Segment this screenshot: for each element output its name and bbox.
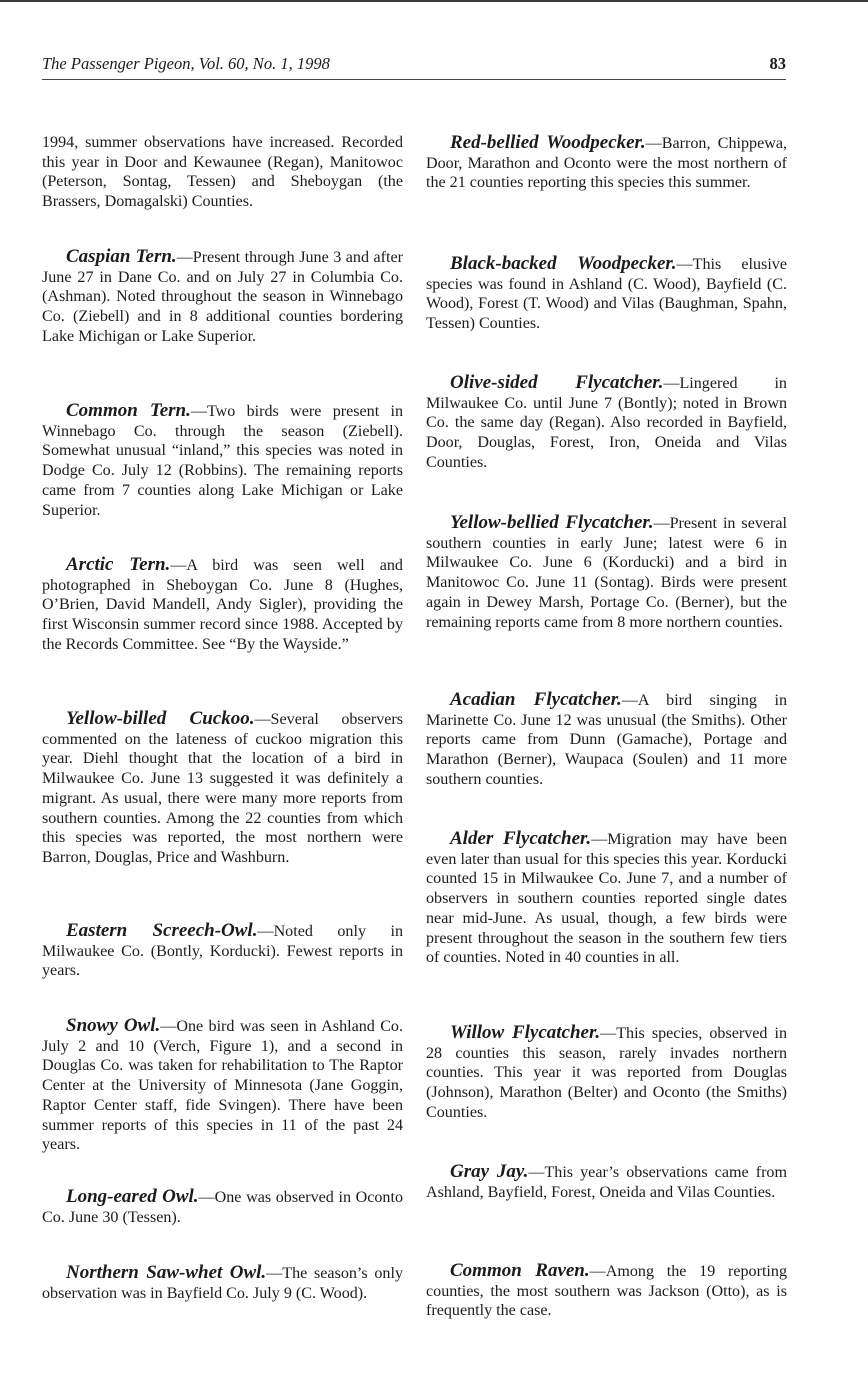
species-entry-yellow-bellied-flycatcher (426, 513, 787, 632)
species-entry-yellow-billed-cuckoo (42, 709, 403, 868)
species-entry-acadian-flycatcher (426, 690, 787, 790)
species-name: Yellow-billed Cuckoo. (66, 708, 255, 729)
species-entry-caspian-tern (42, 247, 403, 347)
species-name: Snowy Owl. (66, 1015, 161, 1036)
species-name: Long-eared Owl. (66, 1186, 199, 1207)
entry-text: —Two birds were present in Winnebago Co. through the season (Ziebell). Somewhat unusual “inland,” this species was noted in Dodge Co. July 12 (Robbins). The remaining reports came from 7 counties along Lake Michigan or Lake Superior. (42, 403, 403, 519)
entry-text: —This year’s observations came from Ashland, Bayfield, Forest, Oneida and Vilas Counties. (426, 1164, 787, 1201)
entry-text: —Present in several southern counties in early June; latest were 6 in Milwaukee Co. June 6 (Korducki) and a bird in Manitowoc Co. June 11 (Sontag). Birds were present again in Dewey Marsh, Portage Co. (Berner), but the remaining reports came from 8 more northern counties. (426, 515, 787, 631)
running-header (42, 54, 786, 78)
species-entry-snowy-owl (42, 1016, 403, 1155)
species-name: Acadian Flycatcher. (450, 689, 622, 710)
entry-text: —Among the 19 reporting counties, the most southern was Jackson (Otto), as is frequently the case. (426, 1263, 788, 1320)
entry-text: —This species, observed in 28 counties this season, rarely invades northern counties. This year it was reported from Douglas (Johnson), Marathon (Belter) and Oconto (the Smiths) Counties. (426, 1025, 788, 1121)
species-name: Eastern Screech-Owl. (66, 920, 258, 941)
species-entry-northern-saw-whet-owl (42, 1263, 403, 1303)
species-name: Gray Jay. (450, 1161, 529, 1182)
species-name: Common Raven. (450, 1260, 590, 1281)
entry-text: —Migration may have been even later than usual for this species this year. Korducki counted 15 in Milwaukee Co. June 7, and a number of observers in southern counties reported single dates near mid-June. As usual, though, a few birds were present throughout the season in the southern few tiers of counties. Noted in 40 counties in all. (426, 831, 788, 967)
entry-text: —A bird singing in Marinette Co. June 12 was unusual (the Smiths). Other reports came from Dunn (Gamache), Portage and Marathon (Berner), Waupaca (Soulen) and 11 more southern counties. (426, 692, 787, 788)
species-entry-red-bellied-woodpecker (426, 133, 787, 193)
species-entry-alder-flycatcher (426, 829, 787, 968)
species-name: Yellow-bellied Flycatcher. (450, 512, 654, 533)
species-name: Northern Saw-whet Owl. (66, 1262, 267, 1283)
species-entry-willow-flycatcher (426, 1023, 787, 1123)
header-rule (42, 79, 786, 80)
species-name: Arctic Tern. (66, 554, 171, 575)
entry-text: —One was observed in Oconto Co. June 30 (Tessen). (42, 1189, 403, 1226)
species-name: Willow Flycatcher. (450, 1022, 601, 1043)
species-entry-eastern-screech-owl (42, 921, 403, 981)
species-entry-olive-sided-flycatcher (426, 373, 787, 473)
continued-paragraph (42, 133, 403, 212)
species-name: Caspian Tern. (66, 246, 177, 267)
entry-text: —Barron, Chippewa, Door, Marathon and Oconto were the most northern of the 21 counties reporting this species this summer. (426, 135, 787, 192)
page-top-edge (0, 0, 868, 2)
species-entry-gray-jay (426, 1162, 787, 1202)
entry-text: —One bird was seen in Ashland Co. July 2 and 10 (Verch, Figure 1), and a second in Douglas Co. was taken for rehabilitation to The Raptor Center at the University of Minnesota (Jane Goggin, Raptor Center staff, fide Svingen). There have been summer reports of this species in 11 of the past 24 years. (42, 1018, 403, 1154)
species-name: Common Tern. (66, 400, 191, 421)
species-entry-black-backed-woodpecker (426, 254, 787, 334)
entry-text: —Lingered in Milwaukee Co. until June 7 (Bontly); noted in Brown Co. the same day (Regan). Also recorded in Bayfield, Door, Douglas, Forest, Iron, Oneida and Vilas Counties. (426, 375, 787, 471)
entry-text: —Noted only in Milwaukee Co. (Bontly, Korducki). Fewest reports in years. (42, 923, 403, 980)
entry-text: —Present through June 3 and after June 27 in Dane Co. and on July 27 in Columbia Co. (Ashman). Noted throughout the season in Winnebago Co. (Ziebell) and in 8 additional counties bordering Lake Michigan or Lake Superior. (42, 249, 403, 345)
journal-citation: The Passenger Pigeon, Vol. 60, No. 1, 1998 (42, 54, 330, 73)
entry-text: —The season’s only observation was in Bayfield Co. July 9 (C. Wood). (42, 1265, 403, 1302)
species-entry-long-eared-owl (42, 1187, 403, 1227)
page-number: 83 (769, 54, 786, 73)
species-name: Red-bellied Woodpecker. (450, 132, 646, 153)
species-name: Olive-sided Flycatcher. (450, 372, 664, 393)
species-name: Alder Flycatcher. (450, 828, 592, 849)
entry-text: —Several observers commented on the lateness of cuckoo migration this year. Diehl thought that the location of a bird in Milwaukee Co. June 13 suggested it was definitely a migrant. As usual, there were many more reports from southern counties. Among the 22 counties from which this species was reported, the most northern were Barron, Douglas, Price and Washburn. (42, 711, 404, 866)
species-entry-common-tern (42, 401, 403, 520)
species-name: Black-backed Woodpecker. (450, 253, 677, 274)
species-entry-common-raven (426, 1261, 787, 1321)
species-entry-arctic-tern (42, 555, 403, 655)
entry-text: 1994, summer observations have increased. Recorded this year in Door and Kewaunee (Regan), Manitowoc (Peterson, Sontag, Tessen) and Sheboygan (the Brassers, Domagalski) Counties. (42, 134, 403, 211)
entry-text: —This elusive species was found in Ashland (C. Wood), Bayfield (C. Wood), Forest (T. Wood) and Vilas (Baughman, Spahn, Tessen) Counties. (426, 256, 787, 333)
entry-text: —A bird was seen well and photographed in Sheboygan Co. June 8 (Hughes, O’Brien, David Mandell, Andy Sigler), providing the first Wisconsin summer record since 1988. Accepted by the Records Committee. See “By the Wayside.” (42, 557, 403, 653)
